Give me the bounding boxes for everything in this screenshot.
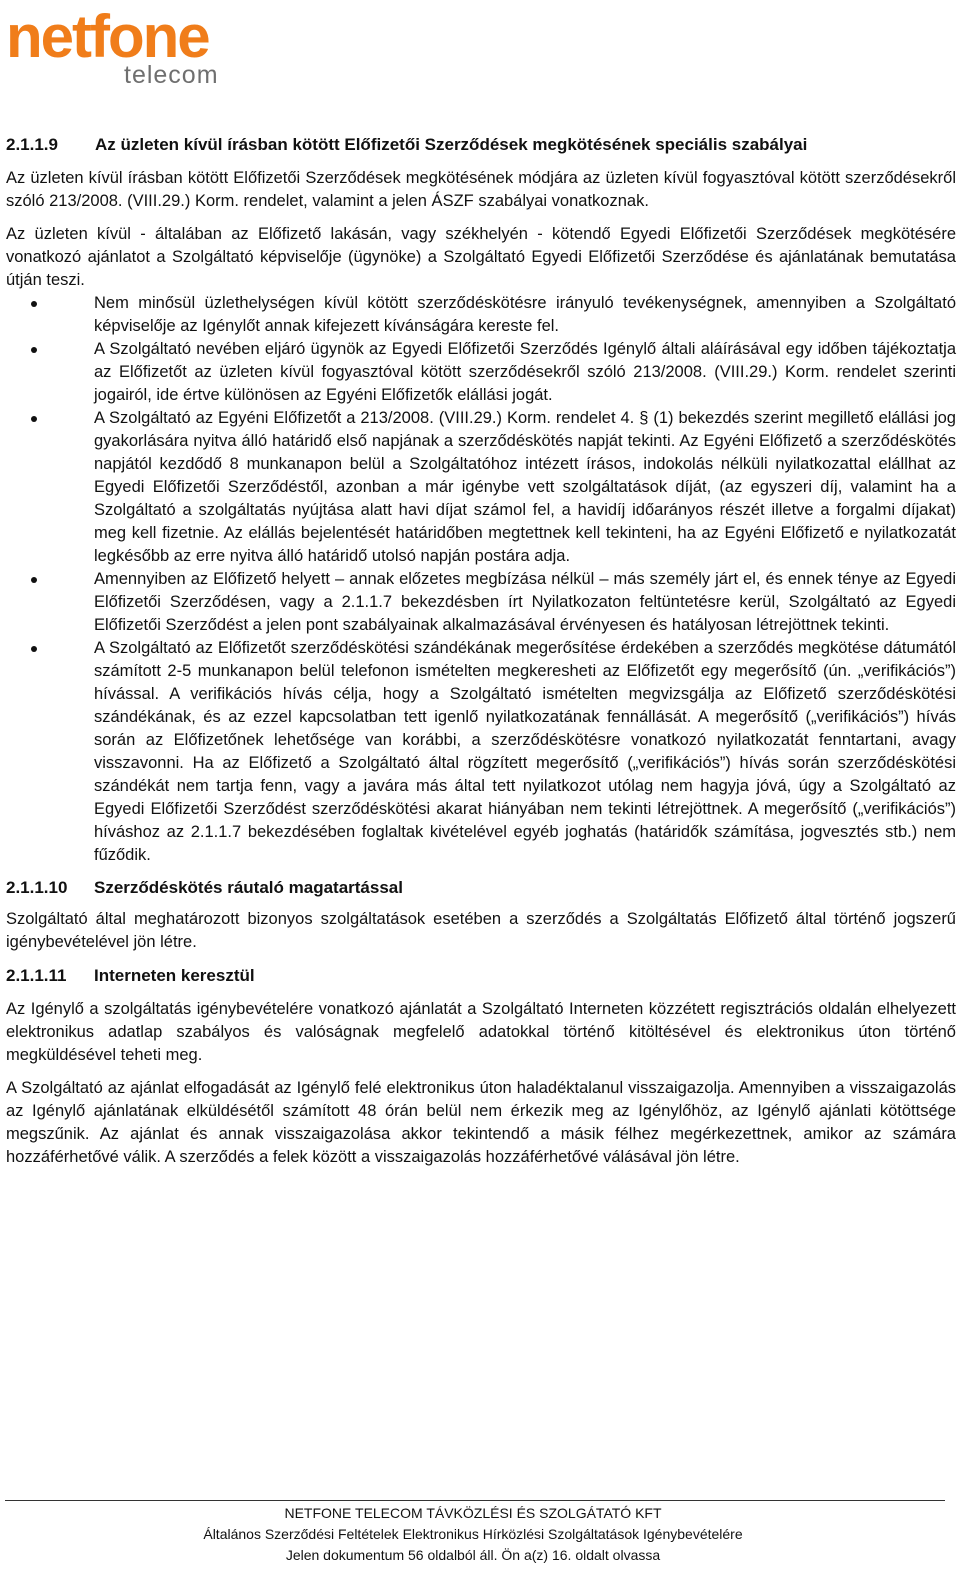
bullet-icon — [31, 347, 37, 353]
bullet-item — [6, 407, 956, 568]
section-number: 2.1.1.9 — [6, 135, 58, 154]
bullet-item — [6, 637, 956, 867]
section-number: 2.1.1.11 — [6, 966, 67, 985]
bullet-text: Nem minősül üzlethelységen kívül kötött szerződéskötésre irányuló tevékenységnek, amennyiben a Szolgáltató képviselője az Igénylőt annak kifejezett kívánságára kereste fel. — [94, 294, 956, 335]
section-heading-2-1-1-10 — [6, 876, 956, 900]
section-number: 2.1.1.10 — [6, 878, 68, 897]
bullet-list — [6, 292, 956, 867]
section-title: Interneten keresztül — [94, 966, 255, 985]
section-heading-2-1-1-11 — [6, 964, 956, 988]
bullet-item — [6, 568, 956, 637]
footer-document-title: Általános Szerződési Feltételek Elektronikus Hírközlési Szolgáltatások Igénybevételére — [203, 1526, 743, 1542]
paragraph: Szolgáltató által meghatározott bizonyos szolgáltatások esetében a szerződés a Szolgáltatás Előfizető által történő jogszerű igénybevételével jön létre. — [6, 910, 956, 951]
bullet-icon — [31, 416, 37, 422]
footer-page-info: Jelen dokumentum 56 oldalból áll. Ön a(z) 16. oldalt olvassa — [285, 1547, 661, 1563]
document-body — [6, 133, 956, 1169]
bullet-item — [6, 338, 956, 407]
logo-telecom-text: telecom — [124, 61, 219, 89]
paragraph: A Szolgáltató az ajánlat elfogadását az Igénylő felé elektronikus úton haladéktalanul visszaigazolja. Amennyiben a visszaigazolás az Igénylő ajánlatának elküldésétől számított 48 órán belül nem érkezik meg az Igénylőhöz, az Igénylő ajánlati kötöttsége megszűnik. Az ajánlat és annak visszaigazolása akkor tekintendő a másik félhez megérkezettnek, amikor az számára hozzáférhetővé válik. A szerződés a felek között a visszaigazolás hozzáférhetővé válásával jön létre. — [6, 1079, 956, 1166]
paragraph: Az Igénylő a szolgáltatás igénybevételére vonatkozó ajánlatát a Szolgáltató Interneten közzétett regisztrációs oldalán elhelyezett elektronikus adatlap szabályos és valóságnak megfelelő adatokkal történő kitöltésével és elektronikus úton történő megküldésével teheti meg. — [6, 1000, 956, 1064]
bullet-text: A Szolgáltató az Egyéni Előfizetőt a 213/2008. (VIII.29.) Korm. rendelet 4. § (1) bekezdés szerint megillető elállási jog gyakorlására nyitva álló határidő első napjának a szerződéskötés napját tekinti. Az Egyéni Előfizető a szerződéskötés napjától kezdődő 8 munkanapon belül a Szolgáltatóhoz intézett írásos, indokolás nélküli nyilatkozattal elállhat az Egyedi Előfizetői Szerződéstől, azonban a már igénybe vett szolgáltatások díját, (az egyszeri díj, valamint ha a Szolgáltató a szolgáltatás nyújtása alatt havi díjat számol fel, a havidíj időarányos részét illetve a forgalmi díjakat) meg kell fizetnie. Az elállás bejelentését határidőben megtettnek kell tekinteni, ha az Egyéni Előfizető e nyilatkozatát legkésőbb az erre nyitva álló határidő utolsó napján postára adja. — [94, 409, 956, 565]
bullet-icon — [31, 577, 37, 583]
section-title: Szerződéskötés ráutaló magatartással — [94, 878, 403, 897]
bullet-icon — [31, 301, 37, 307]
bullet-text: Amennyiben az Előfizető helyett – annak előzetes megbízása nélkül – más személy járt el, és ennek ténye az Egyedi Előfizetői Szerződésen, vagy a 2.1.1.7 bekezdésben írt Nyilatkozaton feltüntetésre kerül, Szolgáltató az Egyedi Előfizetői Szerződést a jelen pont szabályainak alkalmazásával érvényesen és hatályosan létrejöttnek tekinti. — [94, 570, 956, 634]
footer-company: NETFONE TELECOM TÁVKÖZLÉSI ÉS SZOLGÁTATÓ KFT — [284, 1505, 662, 1521]
section-title: Az üzleten kívül írásban kötött Előfizetői Szerződések megkötésének speciális szabályai — [95, 135, 808, 154]
section-heading-2-1-1-9 — [6, 133, 956, 157]
paragraph: Az üzleten kívül írásban kötött Előfizetői Szerződések megkötésének módjára az üzleten kívül fogyasztóval kötött szerződésekről szóló 213/2008. (VIII.29.) Korm. rendelet, valamint a jelen ÁSZF szabályai vonatkoznak. — [6, 169, 956, 210]
netfone-telecom-logo — [6, 2, 226, 92]
bullet-item — [6, 292, 956, 338]
bullet-text: A Szolgáltató az Előfizetőt szerződéskötési szándékának megerősítése érdekében a szerződés megkötése dátumától számított 2-5 munkanapon belül telefonon ismételten megkeresheti az Előfizetőt egy megerősítő (ún. „verifikációs”) hívással. A verifikációs hívás célja, hogy a Szolgáltató ismételten megvizsgálja az Előfizető szerződéskötési szándékának, és az ezzel kapcsolatban tett igenlő nyilatkozatának fennállását. A megerősítő („verifikációs”) hívás során az Előfizetőnek lehetősége van korábbi, a szerződéskötésre vonatkozó nyilatkozatát fenntartani, avagy visszavonni. Ha az Előfizető a Szolgáltató által rögzített megerősítő („verifikációs”) hívás során szerződéskötési szándékát nem tartja fenn, vagy a javára más által tett nyilatkozot utólag nem hagyja jóvá, úgy a Szolgáltató az Egyedi Előfizetői Szerződést szerződéskötési akarat hiányában nem tekinti létrejöttnek. A megerősítő („verifikációs”) híváshoz az 2.1.1.7 bekezdésében foglaltak kivételével egyéb joghatás (határidők számítása, jogvesztés stb.) nem fűződik. — [94, 639, 956, 864]
bullet-icon — [31, 646, 37, 652]
footer-divider — [5, 1500, 945, 1501]
paragraph: Az üzleten kívül - általában az Előfizető lakásán, vagy székhelyén - kötendő Egyedi Előfizetői Szerződések megkötésére vonatkozó ajánlatot a Szolgáltató képviselője (ügynöke) a Szolgáltató Egyedi Előfizetői Szerződése és ajánlatának bemutatása útján teszi. — [6, 225, 956, 289]
logo-netfone-text: netfone — [6, 3, 209, 70]
bullet-text: A Szolgáltató nevében eljáró ügynök az Egyedi Előfizetői Szerződés Igénylő általi aláírásával egy időben tájékoztatja az Előfizetőt az üzleten kívül fogyasztóval kötött szerződésekről szóló 213/2008. (VIII.29.) Korm. rendelet szerinti jogairól, ide értve különösen az Egyéni Előfizetők elállási jogát. — [94, 340, 956, 404]
